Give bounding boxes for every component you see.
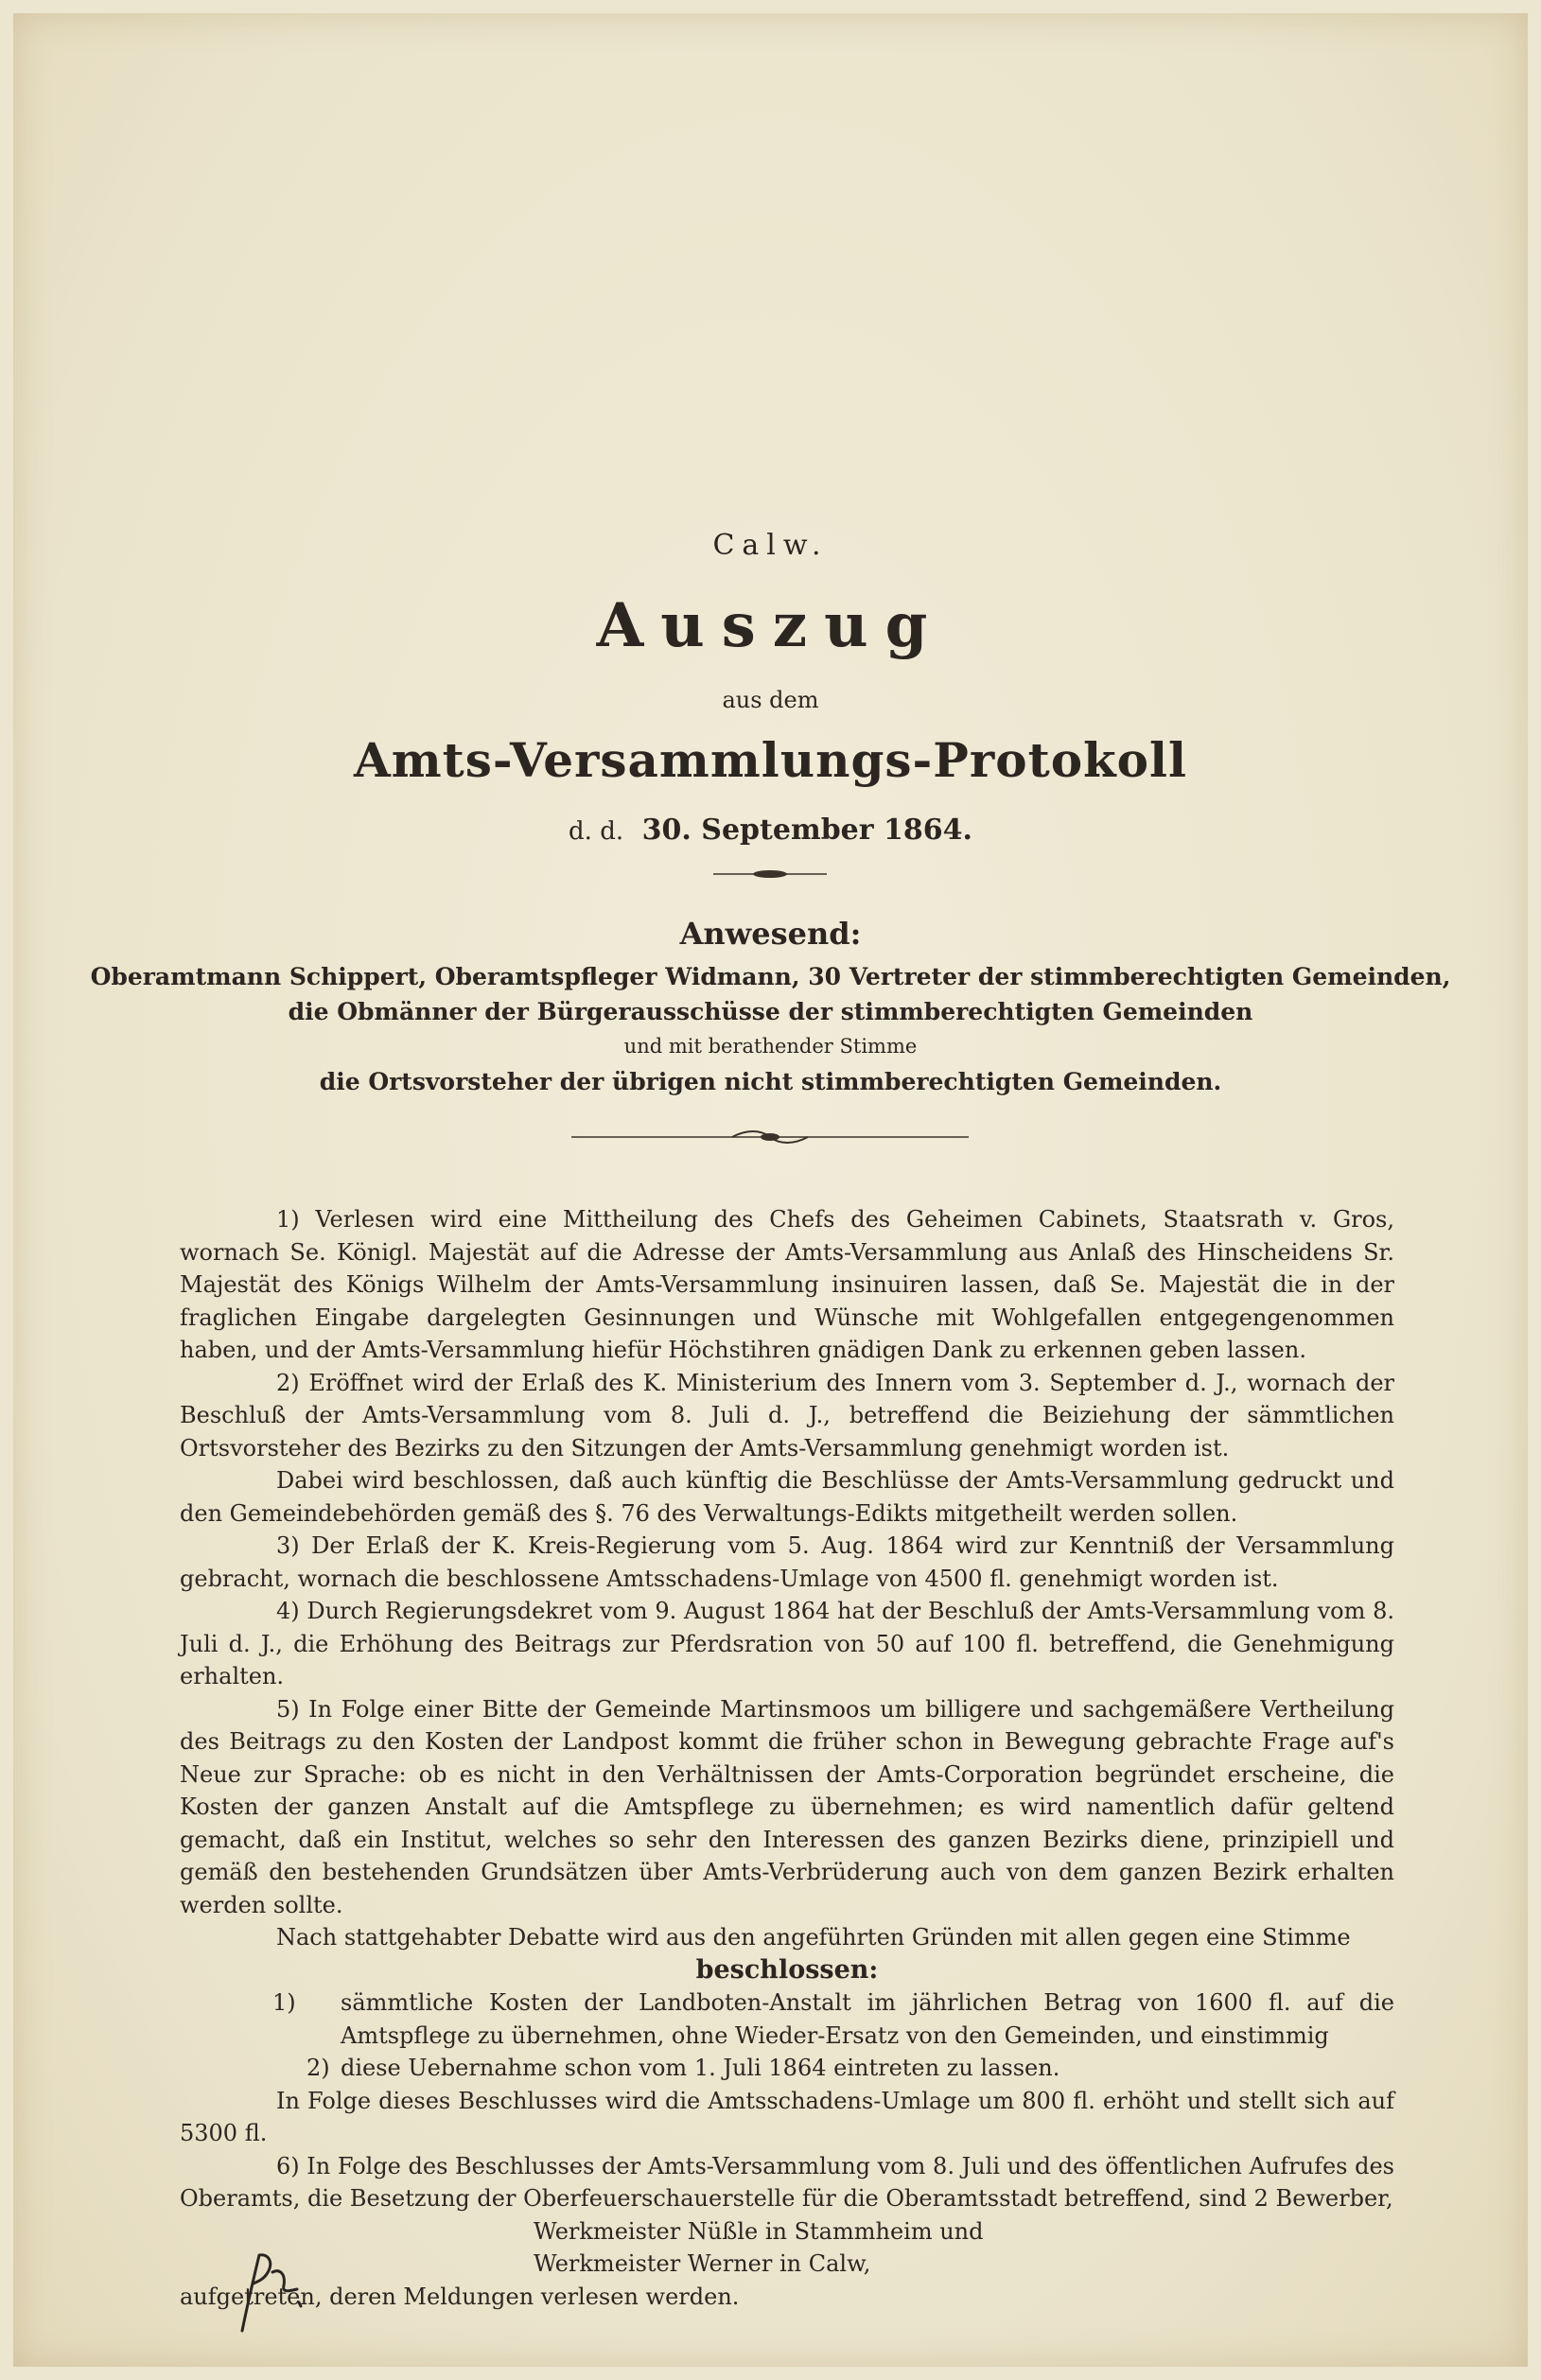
attendance-heading: Anwesend: — [679, 916, 862, 952]
item-4: 4) Durch Regierungsdekret vom 9. August 1864 hat der Beschluß der Amts-Versammlung vom 8. Juli d. J., die Erhöhung des Beitrags zur Pferdsration von 50 auf 100 fl. betreffend, die Genehmigung erhalten. — [180, 1598, 1394, 1689]
item-5-debate: Nach stattgehabter Debatte wird aus den angeführten Gründen mit allen gegen eine Stimme — [276, 1924, 1351, 1951]
attendance-line: Oberamtmann Schippert, Oberamtspfleger Widmann, 30 Vertreter der stimmberechtigten Gemeinden, — [90, 963, 1451, 990]
place-heading: Calw. — [712, 529, 829, 562]
item-6: 6) In Folge des Beschlusses der Amts-Versammlung vom 8. Juli und des öffentlichen Aufrufes des Oberamts, die Besetzung der Oberfeuerschauerstelle für die Oberamtsstadt betreffend, sind 2 Bewerber, — [180, 2152, 1394, 2212]
item-3: 3) Der Erlaß der K. Kreis-Regierung vom 5. Aug. 1864 wird zur Kenntniß der Versammlung gebracht, wornach die beschlossene Amtsschadens-Umlage von 4500 fl. genehmigt worden ist. — [180, 1532, 1394, 1592]
applicant: Werkmeister Werner in Calw, — [534, 2250, 871, 2277]
resolution-text: sämmtliche Kosten der Landboten-Anstalt im jährlichen Betrag von 1600 fl. auf die Amtspflege zu übernehmen, ohne Wieder-Ersatz von den Gemeinden, und einstimmig — [341, 1989, 1394, 2049]
protocol-body — [180, 1203, 1394, 2313]
resolution-number: 2) — [306, 2055, 330, 2081]
attendance-line: und mit berathender Stimme — [623, 1035, 918, 1058]
item-5: 5) In Folge einer Bitte der Gemeinde Martinsmoos um billigere und sachgemäßere Vertheilung des Beitrags zu den Kosten der Landpost kommt die früher schon in Bewegung gebrachte Frage auf's Neue zur Sprache: ob es nicht in den Verhältnissen der Amts-Corporation begründet erscheine, die Kosten der ganzen Anstalt auf die Amtspflege zu übernehmen; es wird namentlich dafür geltend gemacht, daß ein Institut, welches so sehr den Interessen des ganzen Bezirks diene, prinzipiell und gemäß den bestehenden Grundsätzen über Amts-Verbrüderung auch von dem ganzen Bezirk erhalten werden sollte. — [180, 1695, 1394, 1918]
attendance-line: die Ortsvorsteher der übrigen nicht stimmberechtigten Gemeinden. — [319, 1068, 1222, 1095]
document-page — [13, 13, 1528, 2367]
subtitle: aus dem — [722, 687, 819, 713]
resolution-2 — [180, 2052, 1394, 2085]
item-6-closing: aufgetreten, deren Meldungen verlesen werden. — [180, 2283, 740, 2310]
item-2: 2) Eröffnet wird der Erlaß des K. Ministerium des Innern vom 3. September d. J., wornach der Beschluß der Amts-Versammlung vom 8. Juli d. J., betreffend die Beiziehung der sämmtlichen Ortsvorsteher des Bezirks zu den Sitzungen der Amts-Versammlung genehmigt worden ist. — [180, 1369, 1394, 1461]
small-ornament-divider — [713, 868, 827, 880]
handwritten-initials — [231, 2236, 335, 2340]
resolution-text: diese Uebernahme schon vom 1. Juli 1864 eintreten zu lassen. — [341, 2055, 1060, 2081]
date: 30. September 1864. — [641, 814, 972, 847]
resolution-number: 1) — [272, 1989, 296, 2016]
date-line — [13, 814, 1528, 847]
item-1: 1) Verlesen wird eine Mittheilung des Chefs des Geheimen Cabinets, Staatsrath v. Gros, wornach Se. Königl. Majestät auf die Adresse der Amts-Versammlung aus Anlaß des Hinscheidens Sr. Majestät des Königs Wilhelm der Amts-Versammlung insinuiren lassen, daß Se. Majestät die in der fraglichen Eingabe dargelegten Gesinnungen und Wünsche mit Wohlgefallen entgegengenommen haben, und der Amts-Versammlung hiefür Höchstihren gnädigen Dank zu erkennen geben lassen. — [180, 1206, 1394, 1363]
document-title: Auszug — [596, 590, 945, 661]
protocol-heading: Amts-Versammlungs-Protokoll — [353, 732, 1188, 788]
date-prefix: d. d. — [569, 817, 624, 846]
resolved-heading: beschlossen: — [695, 1954, 879, 1985]
item-2-resolution: Dabei wird beschlossen, daß auch künftig die Beschlüsse der Amts-Versammlung gedruckt und den Gemeindebehörden gemäß des §. 76 des Verwaltungs-Edikts mitgetheilt werden sollen. — [180, 1467, 1394, 1527]
attendance-line: die Obmänner der Bürgerausschüsse der stimmberechtigten Gemeinden — [288, 998, 1253, 1025]
item-5-consequence: In Folge dieses Beschlusses wird die Amtsschadens-Umlage um 800 fl. erhöht und stellt sich auf 5300 fl. — [180, 2087, 1394, 2146]
attendance-list — [13, 959, 1528, 1099]
resolution-1 — [180, 1986, 1394, 2052]
ornament-divider — [571, 1129, 969, 1145]
applicant: Werkmeister Nüßle in Stammheim und — [534, 2217, 984, 2245]
